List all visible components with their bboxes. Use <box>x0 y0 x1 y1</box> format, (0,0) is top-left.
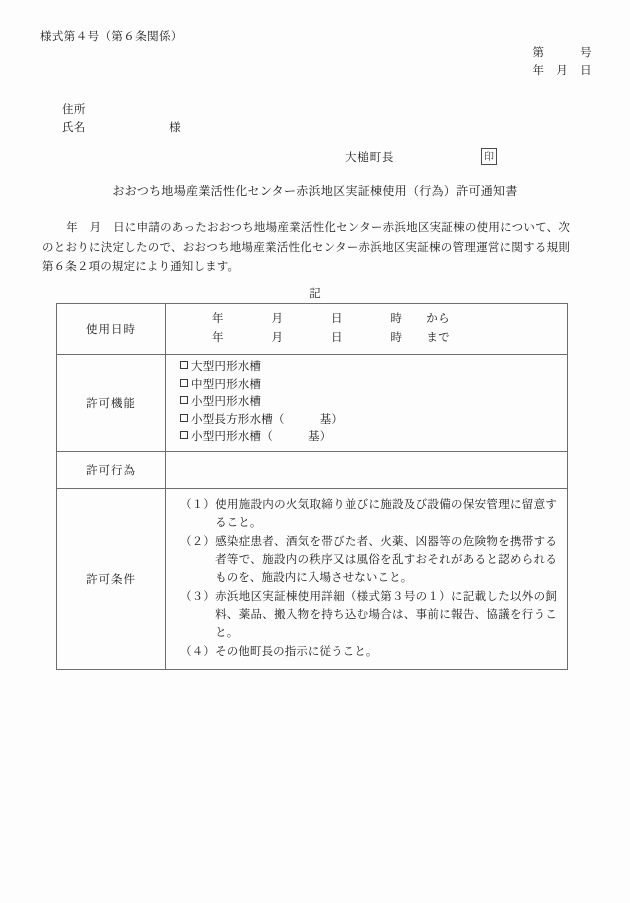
checkbox-icon[interactable] <box>180 379 188 387</box>
condition-item <box>180 643 557 661</box>
row-value-permitted-act[interactable] <box>166 451 568 488</box>
condition-text: その他町長の指示に従うこと。 <box>215 645 378 658</box>
row-label-usage-datetime: 使用日時 <box>57 304 166 355</box>
condition-text: 感染症患者、酒気を帯びた者、火薬、凶器等の危険物を携帯する者等で、施設内の秩序又は風俗を乱すおそれがあると認められるものを、施設内に入場させないこと。 <box>215 535 557 584</box>
body-paragraph <box>42 219 570 278</box>
checkbox-label: 小型円形水槽（ 基） <box>191 431 332 443</box>
checkbox-icon[interactable] <box>180 361 188 369</box>
checkbox-option[interactable] <box>166 394 567 412</box>
usage-datetime-from: 年 月 日 時 から <box>212 313 450 325</box>
table-row-permit-conditions <box>57 488 568 669</box>
row-label-permitted-act: 許可行為 <box>57 451 166 488</box>
row-value-permit-conditions <box>166 488 568 669</box>
table-row-usage-datetime <box>57 304 568 355</box>
seal-stamp-icon: 印 <box>481 148 497 165</box>
table-row-permitted-act <box>57 451 568 488</box>
document-number-line: 第 号 <box>532 47 592 59</box>
checkbox-label: 大型円形水槽 <box>191 361 262 373</box>
checkbox-option[interactable] <box>166 412 567 430</box>
condition-number: （１） <box>180 498 216 511</box>
addressee-block <box>62 101 181 137</box>
condition-number: （３） <box>180 590 216 603</box>
checkbox-icon[interactable] <box>180 431 188 439</box>
permit-details-table <box>56 303 568 670</box>
addressee-name-line: 氏名 様 <box>62 122 181 134</box>
table-row-permitted-functions <box>57 355 568 452</box>
page-title: おおつち地場産業活性化センター赤浜地区実証棟使用（行為）許可通知書 <box>112 184 518 198</box>
condition-number: （４） <box>180 645 216 658</box>
condition-text: 赤浜地区実証棟使用詳細（様式第３号の１）に記載した以外の飼料、薬品、搬入物を持ち込む場合は、事前に報告、協議を行うこと。 <box>215 590 557 639</box>
checkbox-label: 小型円形水槽 <box>191 396 262 408</box>
checkbox-option[interactable] <box>166 377 567 395</box>
condition-item <box>180 533 557 587</box>
checkbox-label: 小型長方形水槽（ 基） <box>191 413 344 426</box>
checkbox-option[interactable] <box>166 429 567 447</box>
condition-item <box>180 496 557 532</box>
addressee-address-label: 住所 <box>62 104 86 116</box>
row-label-permit-conditions: 許可条件 <box>57 488 166 669</box>
checkbox-option[interactable] <box>166 359 567 377</box>
record-marker: 記 <box>309 288 321 300</box>
usage-datetime-to: 年 月 日 時 まで <box>212 332 450 344</box>
condition-item <box>180 588 557 642</box>
document-date-line: 年 月 日 <box>532 65 592 77</box>
condition-number: （２） <box>180 535 216 548</box>
checkbox-icon[interactable] <box>180 414 188 422</box>
checkbox-label: 中型円形水槽 <box>191 378 262 391</box>
body-paragraph-text: 年 月 日に申請のあったおおつち地場産業活性化センター赤浜地区実証棟の使用について、次のとおりに決定したので、おおつち地場産業活性化センター赤浜地区実証棟の管理運営に関する規則第６条２項の規定により通知します。 <box>42 222 570 273</box>
row-value-usage-datetime <box>166 304 568 355</box>
issuer-title: 大槌町長 <box>345 152 395 164</box>
checkbox-icon[interactable] <box>180 396 188 404</box>
condition-text: 使用施設内の火気取締り並びに施設及び設備の保安管理に留意すること。 <box>215 498 557 529</box>
document-meta-block <box>533 44 593 80</box>
row-label-permitted-functions: 許可機能 <box>57 355 166 452</box>
row-value-permitted-functions <box>166 355 568 452</box>
form-number: 様式第４号（第６条関係） <box>40 31 183 43</box>
